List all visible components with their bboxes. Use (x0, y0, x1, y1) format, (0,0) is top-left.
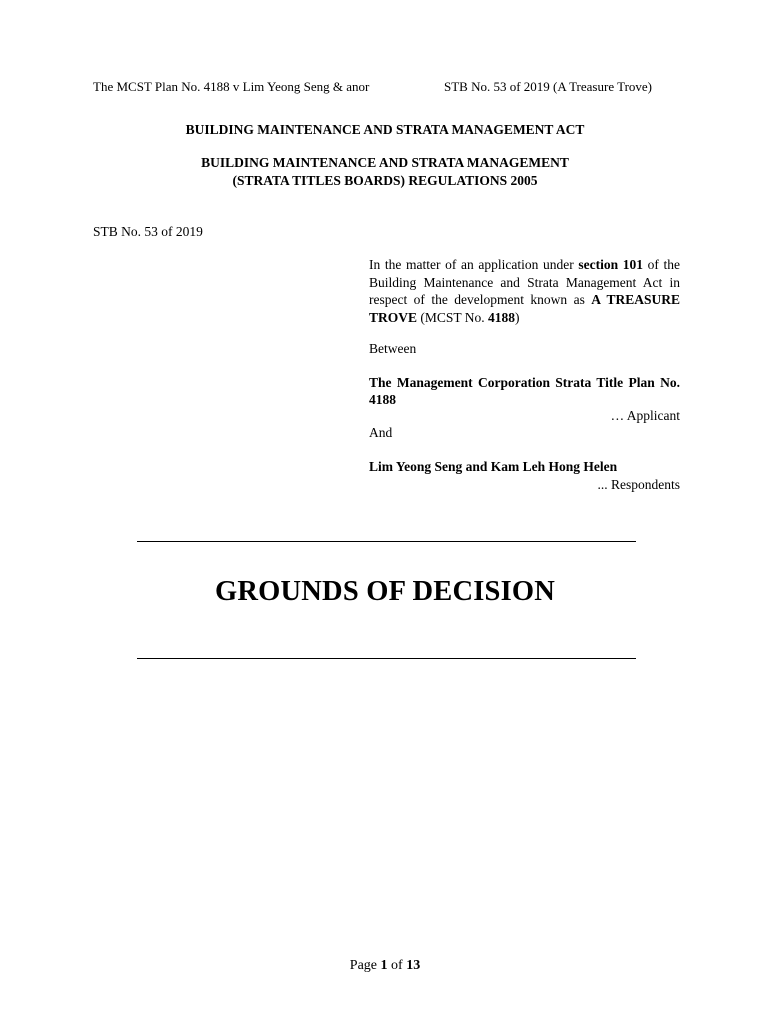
respondents-name: Lim Yeong Seng and Kam Leh Hong Helen (369, 459, 618, 474)
case-number: STB No. 53 of 2019 (93, 224, 203, 239)
page-footer (0, 957, 770, 974)
regulations-title (0, 154, 770, 190)
matter-mcst-number: 4188 (488, 309, 516, 325)
page-label: Page (349, 958, 381, 973)
matter-paragraph (369, 256, 680, 326)
matter-section: section 101 (578, 257, 643, 272)
matter-mcst-prefix: (MCST No. (417, 309, 489, 325)
page-of-label: of (387, 958, 407, 973)
applicant-name: The Management Corporation Strata Title Plan No. 4188 (369, 375, 680, 407)
document-title: GROUNDS OF DECISION (214, 576, 556, 607)
regulations-line-2: (STRATA TITLES BOARDS) REGULATIONS 2005 (232, 173, 538, 188)
act-title: BUILDING MAINTENANCE AND STRATA MANAGEMENT ACT (185, 122, 585, 137)
matter-mcst-suffix: ) (515, 309, 520, 325)
respondents-role: ... Respondents (597, 477, 680, 492)
matter-development: A TREASURE TROVE (369, 292, 681, 325)
bottom-divider (137, 658, 636, 659)
header-right: STB No. 53 of 2019 (A Treasure Trove) (444, 79, 653, 94)
and-label: And (369, 425, 393, 440)
matter-middle: of the Building Maintenance and Strata Management Act in respect of the development known as (369, 257, 680, 307)
header-left: The MCST Plan No. 4188 v Lim Yeong Seng & anor (93, 79, 370, 94)
between-label: Between (369, 341, 417, 356)
page-total: 13 (406, 958, 421, 973)
page-current: 1 (380, 958, 388, 973)
matter-prefix: In the matter of an application under (369, 257, 579, 272)
applicant-role: … Applicant (610, 408, 680, 423)
regulations-line-1: BUILDING MAINTENANCE AND STRATA MANAGEMENT (201, 155, 569, 170)
top-divider (137, 541, 636, 542)
